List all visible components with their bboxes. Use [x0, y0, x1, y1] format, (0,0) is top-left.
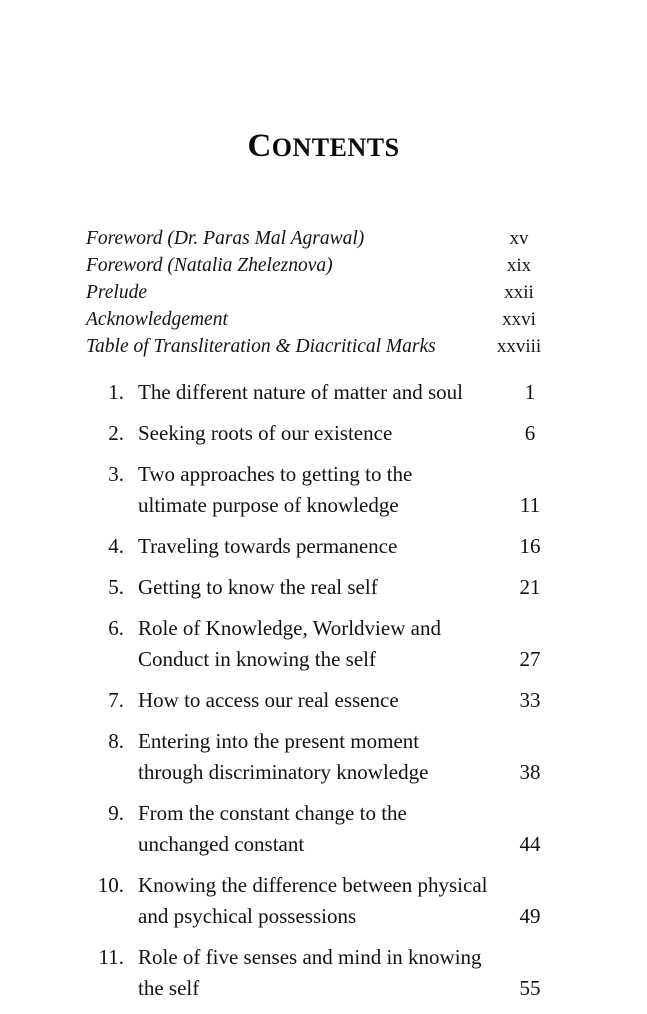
chapter-title	[138, 418, 490, 449]
chapter-title	[138, 613, 490, 675]
chapter-body	[124, 942, 570, 1004]
chapter-title-line: Role of Knowledge, Worldview and	[138, 616, 441, 640]
chapter-body	[124, 459, 570, 521]
chapter-title-line: and psychical possessions	[138, 904, 357, 928]
chapter-body	[124, 870, 570, 932]
chapter-page-number: 27	[519, 647, 541, 671]
chapter-title-line: From the constant change to the	[138, 801, 407, 825]
chapter-page-number: 11	[519, 493, 541, 517]
chapter-page-number: 33	[519, 688, 541, 712]
chapter-title	[138, 798, 490, 860]
chapter-entry[interactable]	[80, 418, 570, 449]
front-matter-row[interactable]	[86, 309, 564, 336]
chapter-page-number: 44	[519, 832, 541, 856]
front-matter-page-number: xv	[509, 228, 529, 249]
chapter-body	[124, 572, 570, 603]
chapter-number: 6.	[108, 616, 124, 640]
chapter-body	[124, 531, 570, 562]
chapter-title-line: Traveling towards permanence	[138, 534, 398, 558]
chapter-title-line: Knowing the difference between physical	[138, 873, 488, 897]
chapter-title-line: Role of five senses and mind in knowing	[138, 945, 482, 969]
chapter-title-line: Two approaches to getting to the	[138, 462, 413, 486]
chapter-page-number: 38	[519, 760, 541, 784]
front-matter-page-number: xxviii	[496, 336, 542, 357]
front-matter-label: Prelude	[86, 282, 148, 303]
chapter-number: 5.	[108, 575, 124, 599]
chapter-entry[interactable]	[80, 531, 570, 562]
chapter-page-number: 21	[519, 575, 541, 599]
chapter-page-number: 1	[524, 380, 536, 404]
front-matter-page-number: xxvi	[502, 309, 536, 330]
chapter-entry[interactable]	[80, 613, 570, 675]
front-matter-page-number: xix	[506, 255, 532, 276]
chapter-number: 8.	[108, 729, 124, 753]
chapter-body	[124, 418, 570, 449]
chapter-number: 3.	[108, 462, 124, 486]
chapter-number: 9.	[108, 801, 124, 825]
chapter-number: 11.	[98, 945, 124, 969]
chapter-entry[interactable]	[80, 942, 570, 1004]
front-matter-label: Acknowledgement	[86, 309, 228, 330]
front-matter-label: Table of Transliteration & Diacritical Marks	[86, 336, 436, 357]
chapter-entry[interactable]	[80, 459, 570, 521]
page-title	[0, 128, 647, 165]
chapter-body	[124, 798, 570, 860]
chapter-title	[138, 685, 490, 716]
chapter-number: 10.	[97, 873, 124, 897]
chapter-title-line: The different nature of matter and soul	[138, 380, 463, 404]
page-title-rest: ONTENTS	[271, 133, 400, 162]
chapter-title-line: through discriminatory knowledge	[138, 760, 429, 784]
chapter-page-number: 49	[519, 904, 541, 928]
front-matter-page-number: xxii	[504, 282, 534, 303]
chapter-entry[interactable]	[80, 572, 570, 603]
chapter-body	[124, 613, 570, 675]
chapter-page-number: 16	[519, 534, 541, 558]
chapter-entry[interactable]	[80, 726, 570, 788]
chapter-entry[interactable]	[80, 798, 570, 860]
chapter-list	[80, 377, 570, 1014]
front-matter-label: Foreword (Natalia Zheleznova)	[86, 255, 333, 276]
chapter-title-line: Entering into the present moment	[138, 729, 420, 753]
chapter-body	[124, 726, 570, 788]
chapter-number: 7.	[108, 688, 124, 712]
chapter-number: 2.	[108, 421, 124, 445]
chapter-title	[138, 726, 490, 788]
chapter-title	[138, 572, 490, 603]
chapter-title-line: unchanged constant	[138, 832, 305, 856]
page-title-initial: C	[247, 128, 272, 164]
chapter-number: 4.	[108, 534, 124, 558]
front-matter-row[interactable]	[86, 255, 564, 282]
front-matter-list	[86, 228, 564, 363]
chapter-title	[138, 377, 490, 408]
front-matter-label: Foreword (Dr. Paras Mal Agrawal)	[86, 228, 365, 249]
chapter-body	[124, 377, 570, 408]
front-matter-row[interactable]	[86, 282, 564, 309]
front-matter-row[interactable]	[86, 228, 564, 255]
chapter-title	[138, 459, 490, 521]
chapter-entry[interactable]	[80, 870, 570, 932]
chapter-title-line: How to access our real essence	[138, 688, 399, 712]
chapter-title-line: Getting to know the real self	[138, 575, 378, 599]
chapter-title-line: Conduct in knowing the self	[138, 647, 376, 671]
front-matter-row[interactable]	[86, 336, 564, 363]
chapter-title	[138, 531, 490, 562]
chapter-title	[138, 942, 490, 1004]
chapter-number: 1.	[108, 380, 124, 404]
chapter-title-line: ultimate purpose of knowledge	[138, 493, 399, 517]
chapter-entry[interactable]	[80, 377, 570, 408]
chapter-body	[124, 685, 570, 716]
chapter-page-number: 55	[519, 976, 541, 1000]
chapter-entry[interactable]	[80, 685, 570, 716]
chapter-page-number: 6	[524, 421, 536, 445]
chapter-title	[138, 870, 490, 932]
chapter-title-line: the self	[138, 976, 200, 1000]
chapter-title-line: Seeking roots of our existence	[138, 421, 393, 445]
